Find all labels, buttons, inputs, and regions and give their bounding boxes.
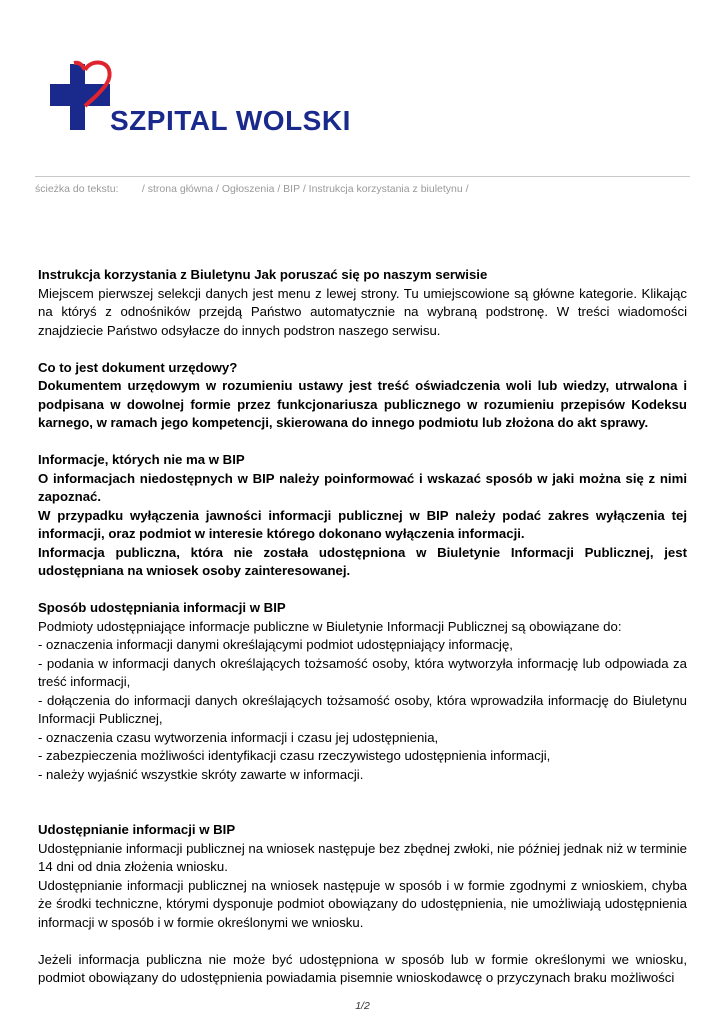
section-heading: Informacje, których nie ma w BIP: [38, 452, 245, 467]
paragraph: Dokumentem urzędowym w rozumieniu ustawy jest treść oświadczenia woli lub wiedzy, utrwalona i podpisana w dowolnej formie przez funkcjonariusza publicznego w rozumieniu przepisów Kodeksu karnego, w ramach jego kompetencji, skierowana do innego podmiotu lub złożona do akt sprawy.: [38, 378, 687, 430]
breadcrumb-label: ścieżka do tekstu:: [35, 183, 119, 195]
logo-text: SZPITAL WOLSKI: [110, 105, 351, 136]
list-item: - podania w informacji danych określających tożsamość osoby, która wytworzyła informację lub odpowiada za treść informacji,: [38, 655, 687, 689]
breadcrumb: [35, 176, 690, 195]
document-content: [38, 266, 687, 988]
breadcrumb-path[interactable]: / strona główna / Ogłoszenia / BIP / Instrukcja korzystania z biuletynu /: [141, 183, 469, 195]
paragraph: Podmioty udostępniające informacje publiczne w Biuletynie Informacji Publicznej są obowiązane do:: [38, 618, 622, 634]
page-number: 1/2: [355, 1000, 370, 1012]
paragraph: W przypadku wyłączenia jawności informacji publicznej w BIP należy podać zakres wyłączenia tej informacji, oraz podmiot w interesie którego dokonano wyłączenia informacji.: [38, 507, 687, 541]
paragraph: Informacja publiczna, która nie została udostępniona w Biuletynie Informacji Publicznej, jest udostępniana na wniosek osoby zainteresowanej.: [38, 544, 687, 578]
list-item: - zabezpieczenia możliwości identyfikacji czasu rzeczywistego udostępnienia informacji,: [38, 748, 551, 763]
paragraph: Miejscem pierwszej selekcji danych jest menu z lewej strony. Tu umiejscowione są główne kategorie. Klikając na któryś z odnośników przejdą Państwo automatycznie na wybraną podstronę. W treści wiadomości znajdziecie Państwo odsyłacze do innych podstron naszego serwisu.: [38, 285, 687, 338]
section-heading: Instrukcja korzystania z Biuletynu Jak poruszać się po naszym serwisie: [38, 267, 488, 282]
list-item: - oznaczenia informacji danymi określającymi podmiot udostępniający informację,: [38, 637, 513, 652]
section-heading: Co to jest dokument urzędowy?: [38, 359, 238, 375]
hospital-logo: [46, 58, 366, 140]
list-item: - oznaczenia czasu wytworzenia informacji i czasu jej udostępnienia,: [38, 729, 439, 745]
paragraph: Udostępnianie informacji publicznej na wniosek następuje w sposób i w formie zgodnymi z wnioskiem, chyba że środki techniczne, którymi dysponuje podmiot obowiązany do udostępnienia, nie umożliwiają udostępnienia informacji w sposób i w formie określonymi we wniosku.: [38, 877, 687, 930]
section-heading: Sposób udostępniania informacji w BIP: [38, 600, 286, 615]
list-item: - dołączenia do informacji danych określających tożsamość osoby, która wprowadziła informację do Biuletynu Informacji Publicznej,: [38, 692, 687, 726]
logo-cross-horizontal: [50, 84, 110, 106]
list-item: - należy wyjaśnić wszystkie skróty zawarte w informacji.: [38, 766, 364, 782]
paragraph: Udostępnianie informacji publicznej na wniosek następuje bez zbędnej zwłoki, nie później jednak niż w terminie 14 dni od dnia złożenia wniosku.: [38, 840, 687, 874]
section-heading: Udostępnianie informacji w BIP: [38, 822, 236, 837]
paragraph: Jeżeli informacja publiczna nie może być udostępniona w sposób lub w formie określonymi we wniosku, podmiot obowiązany do udostępnienia powiadamia pisemnie wnioskodawcę o przyczynach braku możliwości: [38, 951, 687, 985]
paragraph: O informacjach niedostępnych w BIP należy poinformować i wskazać sposób w jaki można się z nimi zapoznać.: [38, 470, 687, 504]
